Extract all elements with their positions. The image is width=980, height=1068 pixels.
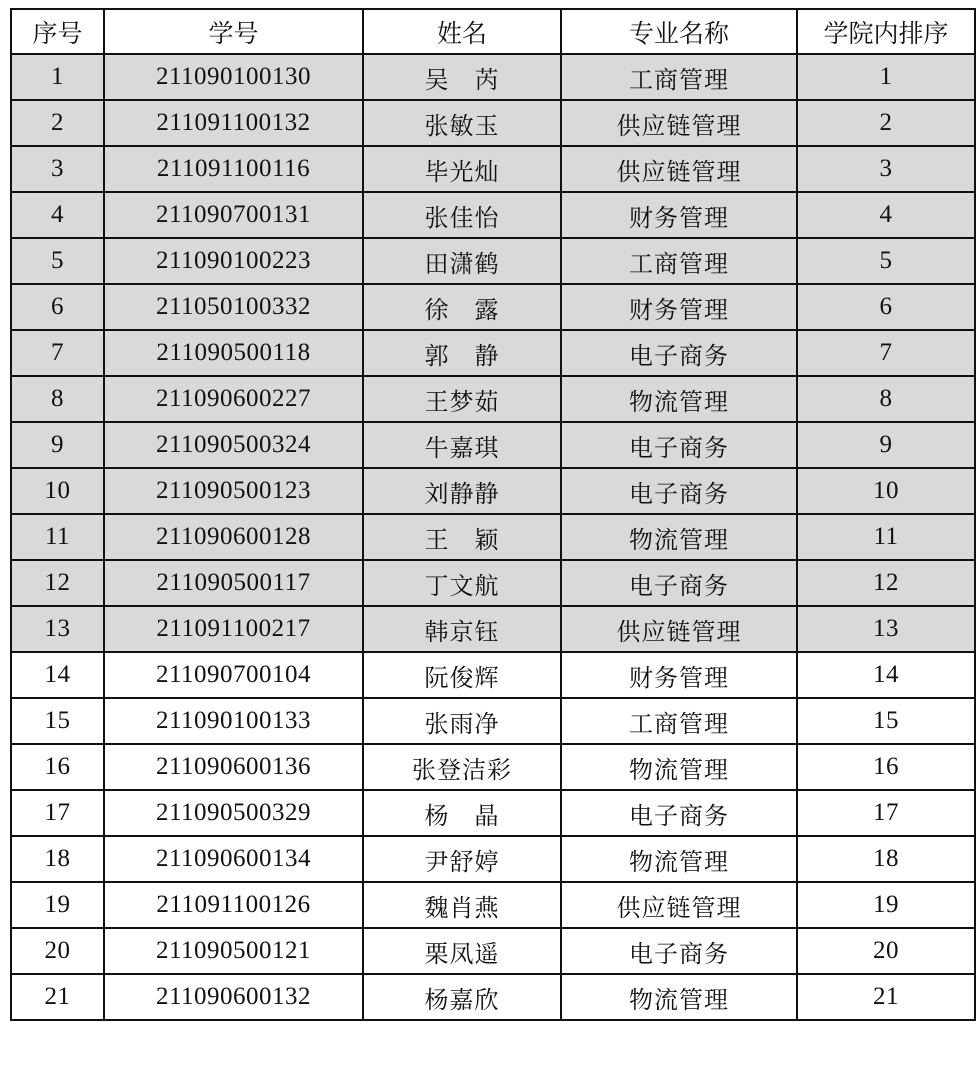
cell-name: 张佳怡 bbox=[363, 192, 561, 238]
cell-name: 毕光灿 bbox=[363, 146, 561, 192]
cell-student-id: 211090500329 bbox=[104, 790, 363, 836]
table-row bbox=[11, 744, 975, 790]
cell-rank: 13 bbox=[797, 606, 975, 652]
cell-index: 10 bbox=[11, 468, 104, 514]
cell-index: 3 bbox=[11, 146, 104, 192]
cell-major: 财务管理 bbox=[561, 192, 797, 238]
cell-name: 杨嘉欣 bbox=[363, 974, 561, 1020]
table-row bbox=[11, 928, 975, 974]
table-row bbox=[11, 146, 975, 192]
table-row bbox=[11, 974, 975, 1020]
cell-rank: 2 bbox=[797, 100, 975, 146]
cell-student-id: 211090600136 bbox=[104, 744, 363, 790]
cell-name: 吴 芮 bbox=[363, 54, 561, 100]
cell-index: 12 bbox=[11, 560, 104, 606]
cell-name: 王 颖 bbox=[363, 514, 561, 560]
table-row bbox=[11, 514, 975, 560]
cell-index: 17 bbox=[11, 790, 104, 836]
cell-index: 11 bbox=[11, 514, 104, 560]
cell-major: 财务管理 bbox=[561, 284, 797, 330]
header-rank: 学院内排序 bbox=[797, 9, 975, 54]
cell-major: 电子商务 bbox=[561, 330, 797, 376]
cell-student-id: 211091100116 bbox=[104, 146, 363, 192]
table-row bbox=[11, 652, 975, 698]
cell-name: 阮俊辉 bbox=[363, 652, 561, 698]
cell-student-id: 211090600132 bbox=[104, 974, 363, 1020]
table-row bbox=[11, 836, 975, 882]
cell-student-id: 211090500117 bbox=[104, 560, 363, 606]
table-row bbox=[11, 560, 975, 606]
cell-major: 物流管理 bbox=[561, 836, 797, 882]
cell-name: 栗凤遥 bbox=[363, 928, 561, 974]
cell-rank: 21 bbox=[797, 974, 975, 1020]
cell-student-id: 211090600134 bbox=[104, 836, 363, 882]
table-row bbox=[11, 606, 975, 652]
table-row bbox=[11, 790, 975, 836]
cell-index: 6 bbox=[11, 284, 104, 330]
cell-name: 王梦茹 bbox=[363, 376, 561, 422]
cell-name: 徐 露 bbox=[363, 284, 561, 330]
cell-name: 田潇鹤 bbox=[363, 238, 561, 284]
cell-index: 16 bbox=[11, 744, 104, 790]
table-row bbox=[11, 54, 975, 100]
cell-major: 供应链管理 bbox=[561, 882, 797, 928]
cell-rank: 8 bbox=[797, 376, 975, 422]
header-major: 专业名称 bbox=[561, 9, 797, 54]
cell-name: 郭 静 bbox=[363, 330, 561, 376]
table-row bbox=[11, 284, 975, 330]
cell-student-id: 211090700104 bbox=[104, 652, 363, 698]
cell-name: 魏肖燕 bbox=[363, 882, 561, 928]
cell-rank: 5 bbox=[797, 238, 975, 284]
cell-index: 7 bbox=[11, 330, 104, 376]
cell-student-id: 211090500324 bbox=[104, 422, 363, 468]
header-row bbox=[11, 9, 975, 54]
cell-major: 财务管理 bbox=[561, 652, 797, 698]
cell-rank: 7 bbox=[797, 330, 975, 376]
cell-rank: 16 bbox=[797, 744, 975, 790]
cell-major: 供应链管理 bbox=[561, 146, 797, 192]
cell-name: 刘静静 bbox=[363, 468, 561, 514]
cell-index: 13 bbox=[11, 606, 104, 652]
cell-major: 工商管理 bbox=[561, 54, 797, 100]
cell-major: 电子商务 bbox=[561, 560, 797, 606]
cell-rank: 15 bbox=[797, 698, 975, 744]
cell-rank: 4 bbox=[797, 192, 975, 238]
cell-index: 19 bbox=[11, 882, 104, 928]
cell-student-id: 211091100132 bbox=[104, 100, 363, 146]
cell-name: 张登洁彩 bbox=[363, 744, 561, 790]
cell-major: 物流管理 bbox=[561, 744, 797, 790]
cell-student-id: 211090500123 bbox=[104, 468, 363, 514]
cell-major: 物流管理 bbox=[561, 974, 797, 1020]
cell-student-id: 211090600128 bbox=[104, 514, 363, 560]
cell-rank: 9 bbox=[797, 422, 975, 468]
table-row bbox=[11, 882, 975, 928]
cell-rank: 1 bbox=[797, 54, 975, 100]
cell-major: 电子商务 bbox=[561, 422, 797, 468]
cell-student-id: 211090500118 bbox=[104, 330, 363, 376]
cell-rank: 19 bbox=[797, 882, 975, 928]
cell-index: 1 bbox=[11, 54, 104, 100]
cell-rank: 20 bbox=[797, 928, 975, 974]
cell-rank: 14 bbox=[797, 652, 975, 698]
cell-student-id: 211090100223 bbox=[104, 238, 363, 284]
table-row bbox=[11, 376, 975, 422]
student-ranking-table bbox=[10, 8, 976, 1021]
cell-student-id: 211091100126 bbox=[104, 882, 363, 928]
cell-index: 18 bbox=[11, 836, 104, 882]
table-row bbox=[11, 698, 975, 744]
cell-rank: 12 bbox=[797, 560, 975, 606]
cell-student-id: 211050100332 bbox=[104, 284, 363, 330]
cell-rank: 11 bbox=[797, 514, 975, 560]
cell-major: 物流管理 bbox=[561, 376, 797, 422]
cell-name: 杨 晶 bbox=[363, 790, 561, 836]
cell-name: 张雨净 bbox=[363, 698, 561, 744]
cell-index: 2 bbox=[11, 100, 104, 146]
header-name: 姓名 bbox=[363, 9, 561, 54]
cell-student-id: 211090500121 bbox=[104, 928, 363, 974]
cell-major: 电子商务 bbox=[561, 790, 797, 836]
cell-major: 电子商务 bbox=[561, 468, 797, 514]
cell-index: 8 bbox=[11, 376, 104, 422]
cell-student-id: 211090100133 bbox=[104, 698, 363, 744]
cell-major: 工商管理 bbox=[561, 698, 797, 744]
cell-name: 丁文航 bbox=[363, 560, 561, 606]
cell-index: 20 bbox=[11, 928, 104, 974]
cell-name: 牛嘉琪 bbox=[363, 422, 561, 468]
header-student-id: 学号 bbox=[104, 9, 363, 54]
table-row bbox=[11, 100, 975, 146]
cell-rank: 6 bbox=[797, 284, 975, 330]
table-body bbox=[11, 54, 975, 1020]
cell-index: 9 bbox=[11, 422, 104, 468]
table-row bbox=[11, 468, 975, 514]
table-row bbox=[11, 330, 975, 376]
table-row bbox=[11, 422, 975, 468]
cell-name: 尹舒婷 bbox=[363, 836, 561, 882]
cell-name: 韩京钰 bbox=[363, 606, 561, 652]
cell-student-id: 211090100130 bbox=[104, 54, 363, 100]
cell-index: 15 bbox=[11, 698, 104, 744]
cell-student-id: 211090700131 bbox=[104, 192, 363, 238]
table-row bbox=[11, 192, 975, 238]
cell-index: 14 bbox=[11, 652, 104, 698]
table-row bbox=[11, 238, 975, 284]
cell-student-id: 211090600227 bbox=[104, 376, 363, 422]
cell-major: 供应链管理 bbox=[561, 606, 797, 652]
cell-major: 物流管理 bbox=[561, 514, 797, 560]
header-index: 序号 bbox=[11, 9, 104, 54]
cell-index: 21 bbox=[11, 974, 104, 1020]
cell-name: 张敏玉 bbox=[363, 100, 561, 146]
cell-index: 5 bbox=[11, 238, 104, 284]
cell-index: 4 bbox=[11, 192, 104, 238]
cell-rank: 18 bbox=[797, 836, 975, 882]
cell-rank: 17 bbox=[797, 790, 975, 836]
cell-major: 电子商务 bbox=[561, 928, 797, 974]
cell-rank: 10 bbox=[797, 468, 975, 514]
cell-major: 供应链管理 bbox=[561, 100, 797, 146]
cell-major: 工商管理 bbox=[561, 238, 797, 284]
cell-student-id: 211091100217 bbox=[104, 606, 363, 652]
cell-rank: 3 bbox=[797, 146, 975, 192]
